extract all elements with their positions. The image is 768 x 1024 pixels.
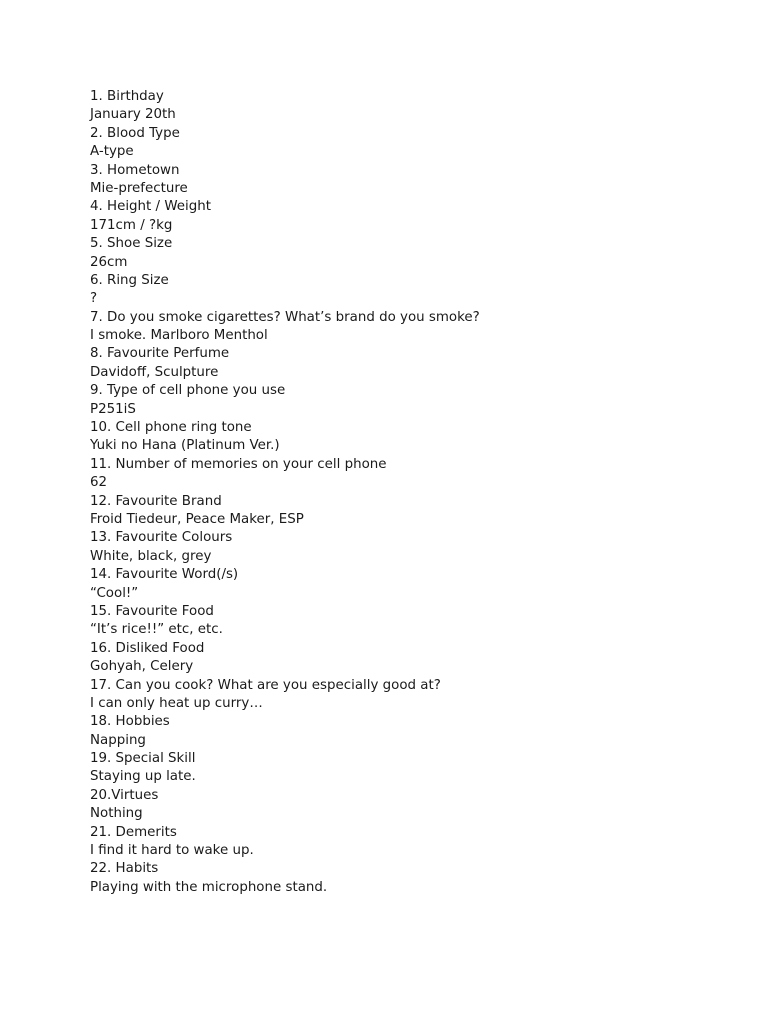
question-ring-size: 6. Ring Size <box>90 272 169 288</box>
answer-hobbies: Napping <box>90 732 146 748</box>
answer-disliked-food: Gohyah, Celery <box>90 659 194 675</box>
question-favourite-word: 14. Favourite Word(/s) <box>90 567 239 583</box>
question-favourite-colours: 13. Favourite Colours <box>90 530 233 546</box>
answer-demerits: I find it hard to wake up. <box>90 843 254 859</box>
answer-height-weight: 171cm / ?kg <box>90 217 173 233</box>
question-virtues: 20.Virtues <box>90 787 159 803</box>
answer-favourite-colours: White, black, grey <box>90 548 212 564</box>
answer-blood-type: A-type <box>90 144 134 160</box>
answer-ring-size: ? <box>90 291 98 307</box>
question-favourite-food: 15. Favourite Food <box>90 603 214 619</box>
answer-ring-tone: Yuki no Hana (Platinum Ver.) <box>90 438 280 454</box>
question-cigarettes: 7. Do you smoke cigarettes? What’s brand do you smoke? <box>90 309 480 325</box>
answer-cigarettes: I smoke. Marlboro Menthol <box>90 328 268 344</box>
answer-favourite-food: “It’s rice!!” etc, etc. <box>90 622 223 638</box>
answer-perfume: Davidoff, Sculpture <box>90 364 219 380</box>
question-cell-phone: 9. Type of cell phone you use <box>90 383 286 399</box>
answer-virtues: Nothing <box>90 806 143 822</box>
question-habits: 22. Habits <box>90 861 159 877</box>
profile-qa-list <box>90 88 730 897</box>
answer-cooking: I can only heat up curry… <box>90 695 263 711</box>
answer-habits: Playing with the microphone stand. <box>90 879 328 895</box>
answer-favourite-brand: Froid Tiedeur, Peace Maker, ESP <box>90 511 304 527</box>
question-favourite-brand: 12. Favourite Brand <box>90 493 222 509</box>
question-birthday: 1. Birthday <box>90 89 164 104</box>
question-hobbies: 18. Hobbies <box>90 714 170 730</box>
question-special-skill: 19. Special Skill <box>90 751 196 767</box>
question-perfume: 8. Favourite Perfume <box>90 346 230 362</box>
question-ring-tone: 10. Cell phone ring tone <box>90 420 252 436</box>
answer-phone-memories: 62 <box>90 475 108 491</box>
question-disliked-food: 16. Disliked Food <box>90 640 205 656</box>
question-blood-type: 2. Blood Type <box>90 125 180 141</box>
answer-special-skill: Staying up late. <box>90 769 196 785</box>
question-hometown: 3. Hometown <box>90 162 180 178</box>
answer-shoe-size: 26cm <box>90 254 128 270</box>
answer-birthday: January 20th <box>90 107 176 123</box>
question-cooking: 17. Can you cook? What are you especially good at? <box>90 677 441 693</box>
answer-hometown: Mie-prefecture <box>90 180 188 196</box>
question-height-weight: 4. Height / Weight <box>90 199 211 215</box>
question-demerits: 21. Demerits <box>90 824 177 840</box>
answer-cell-phone: P251iS <box>90 401 136 417</box>
answer-favourite-word: “Cool!” <box>90 585 139 601</box>
question-phone-memories: 11. Number of memories on your cell phone <box>90 456 387 472</box>
question-shoe-size: 5. Shoe Size <box>90 236 173 252</box>
